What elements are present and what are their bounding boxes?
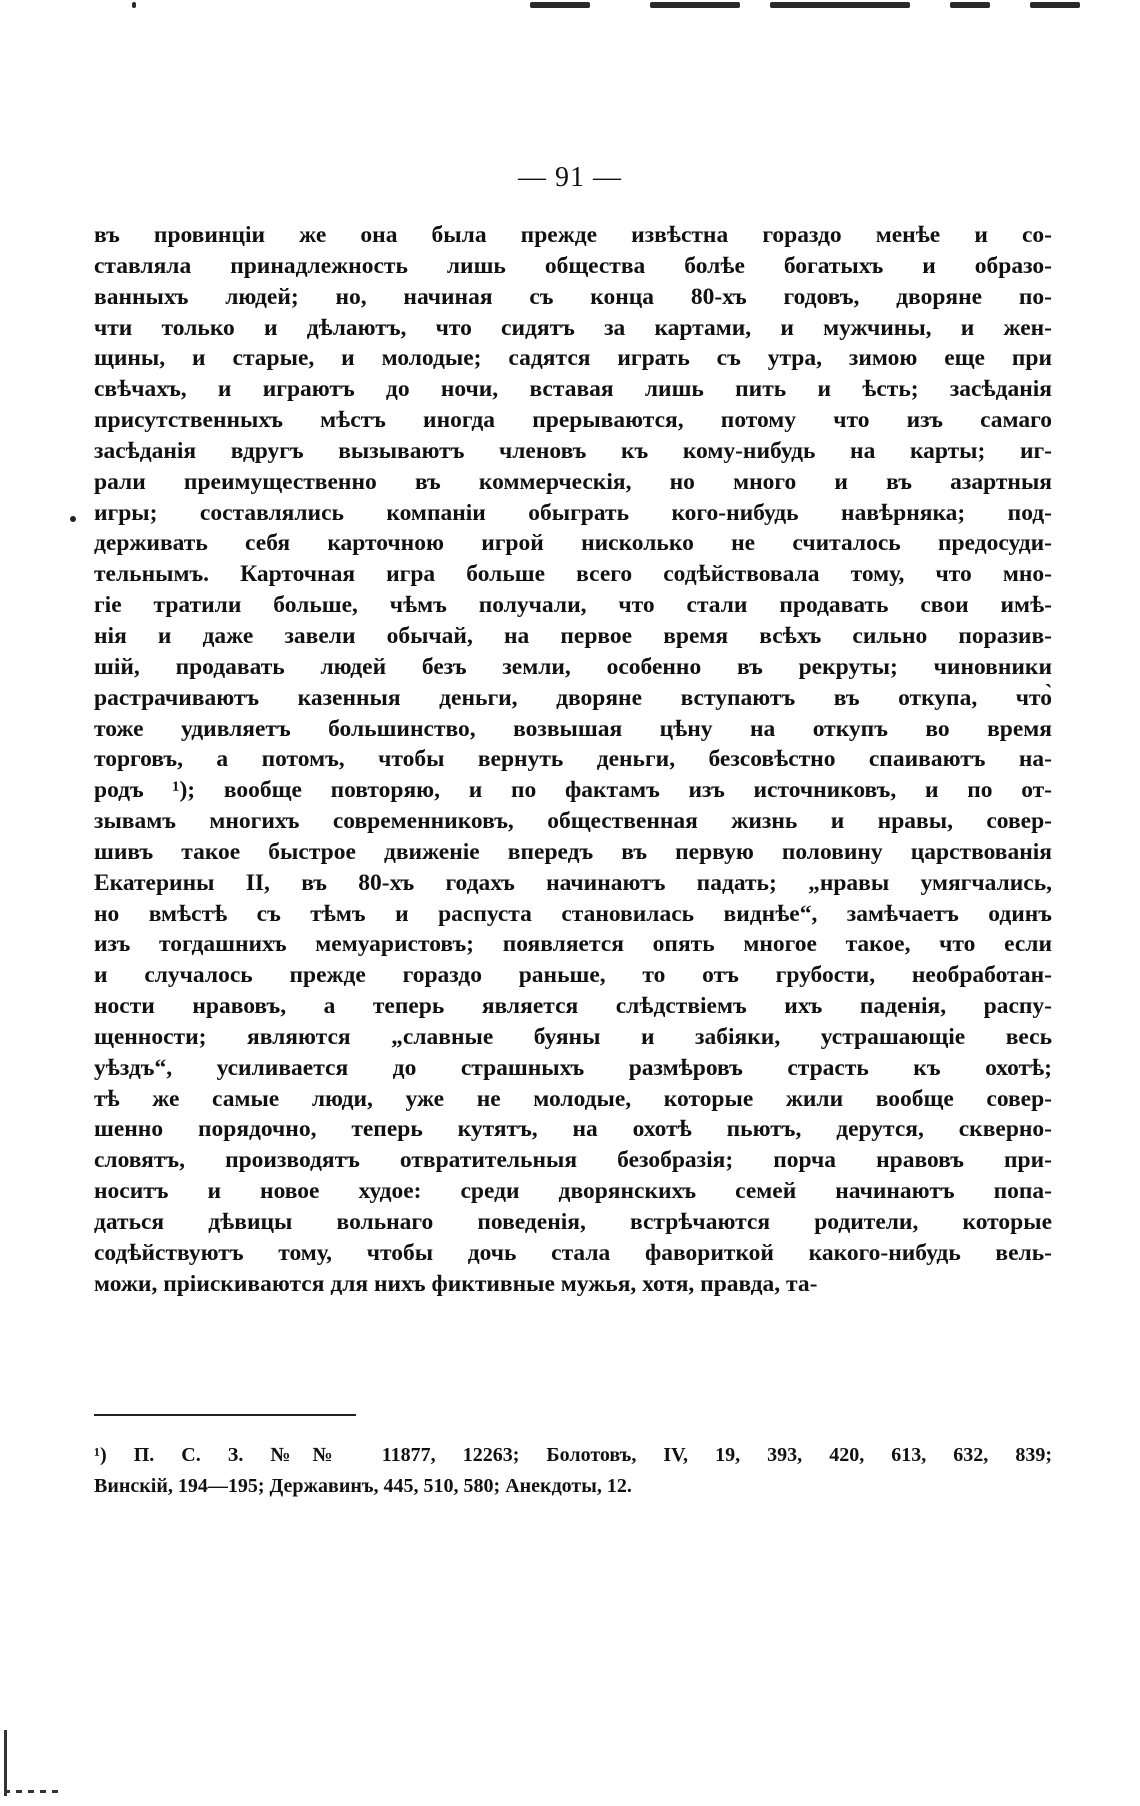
text-line: нія и даже завели обычай, на первое время всѣхъ сильно поразив- bbox=[94, 622, 1052, 649]
text-line: въ провинціи же она была прежде извѣстна гораздо менѣе и со- bbox=[94, 222, 1052, 248]
text-line: уѣздъ“, усиливается до страшныхъ размѣровъ страсть къ охотѣ; bbox=[94, 1054, 1052, 1081]
text-line: содѣйствуютъ тому, чтобы дочь стала фавориткой какого-нибудь вель- bbox=[94, 1239, 1052, 1266]
text-line: шивъ такое быстрое движеніе впередъ въ первую половину царствованія bbox=[94, 838, 1052, 865]
text-line: словятъ, производятъ отвратительныя безобразія; порча нравовъ при- bbox=[94, 1147, 1052, 1174]
footnote-line: Винскій, 194—195; Державинъ, 445, 510, 580; Анекдоты, 12. bbox=[94, 1475, 632, 1497]
page-number: — 91 — bbox=[518, 162, 622, 193]
text-line: тѣ же самые люди, уже не молодые, которые жили вообще совер- bbox=[94, 1085, 1052, 1112]
scan-artifact-top bbox=[130, 0, 1090, 18]
text-line: игры; составлялись компаніи обыграть кого-нибудь навѣрняка; под- bbox=[94, 499, 1052, 526]
text-line: зывамъ многихъ современниковъ, общественная жизнь и нравы, совер- bbox=[94, 808, 1052, 835]
text-line: чти только и дѣлаютъ, что сидятъ за картами, и мужчины, и жен- bbox=[94, 314, 1052, 341]
text-line: торговъ, а потомъ, чтобы вернуть деньги, безсовѣстно спаиваютъ на- bbox=[94, 746, 1052, 773]
text-line: держивать себя карточною игрой нисколько не считалось предосуди- bbox=[94, 530, 1052, 557]
text-line: Екатерины II, въ 80-хъ годахъ начинаютъ падать; „нравы умягчались, bbox=[94, 869, 1052, 896]
text-line: тельнымъ. Карточная игра больше всего содѣйствовала тому, что мно- bbox=[94, 561, 1052, 588]
text-line: ванныхъ людей; но, начиная съ конца 80-хъ годовъ, дворяне по- bbox=[94, 283, 1052, 310]
text-line: щины, и старые, и молодые; садятся играть съ утра, зимою еще при bbox=[94, 345, 1052, 372]
text-line: но вмѣстѣ съ тѣмъ и распуста становилась виднѣе“, замѣчаетъ одинъ bbox=[94, 900, 1052, 927]
text-line: ности нравовъ, а теперь является слѣдствіемъ ихъ паденія, распу- bbox=[94, 993, 1052, 1020]
text-line: растрачиваютъ казенныя деньги, дворяне вступаютъ въ откупа, что̀ bbox=[94, 684, 1052, 711]
footnote-rule bbox=[94, 1414, 356, 1416]
text-line: ставляла принадлежность лишь общества болѣе богатыхъ и образо- bbox=[94, 252, 1052, 279]
text-line: шій, продавать людей безъ земли, особенно въ рекруты; чиновники bbox=[94, 653, 1052, 680]
text-line: гіе тратили больше, чѣмъ получали, что стали продавать свои имѣ- bbox=[94, 592, 1052, 619]
scan-artifact-corner bbox=[4, 1730, 7, 1796]
text-line: шенно порядочно, теперь кутятъ, на охотѣ пьютъ, дерутся, скверно- bbox=[94, 1116, 1052, 1143]
footnote-line: ¹) П. С. З. №№ 11877, 12263; Болотовъ, IV, 19, 393, 420, 613, 632, 839; bbox=[94, 1444, 1052, 1466]
text-line: и случалось прежде гораздо раньше, то отъ грубости, необработан- bbox=[94, 962, 1052, 989]
text-line: изъ тогдашнихъ мемуаристовъ; появляется опять многое такое, что если bbox=[94, 931, 1052, 958]
margin-mark bbox=[70, 516, 76, 522]
text-line: свѣчахъ, и играютъ до ночи, вставая лишь пить и ѣсть; засѣданія bbox=[94, 376, 1052, 403]
text-line: рали преимущественно въ коммерческія, но много и въ азартныя bbox=[94, 468, 1052, 495]
text-line: тоже удивляетъ большинство, возвышая цѣну на откупъ во время bbox=[94, 715, 1052, 742]
text-line: носитъ и новое худое: среди дворянскихъ семей начинаютъ попа- bbox=[94, 1178, 1052, 1205]
body-text bbox=[94, 220, 1052, 1300]
scan-artifact-corner-foot bbox=[4, 1790, 64, 1793]
text-line: родъ ¹); вообще повторяю, и по фактамъ изъ источниковъ, и по от- bbox=[94, 777, 1052, 804]
footnote bbox=[94, 1440, 1052, 1502]
text-line: присутственныхъ мѣстъ иногда прерываются, потому что изъ самаго bbox=[94, 407, 1052, 434]
text-line: даться дѣвицы вольнаго поведенія, встрѣчаются родители, которые bbox=[94, 1209, 1052, 1235]
text-line: щенности; являются „славные буяны и забіяки, устрашающіе весь bbox=[94, 1023, 1052, 1050]
text-line: засѣданія вдругъ вызываютъ членовъ къ кому-нибудь на карты; иг- bbox=[94, 437, 1052, 464]
text-line: можи, пріискиваются для нихъ фиктивные мужья, хотя, правда, та- bbox=[94, 1270, 818, 1297]
